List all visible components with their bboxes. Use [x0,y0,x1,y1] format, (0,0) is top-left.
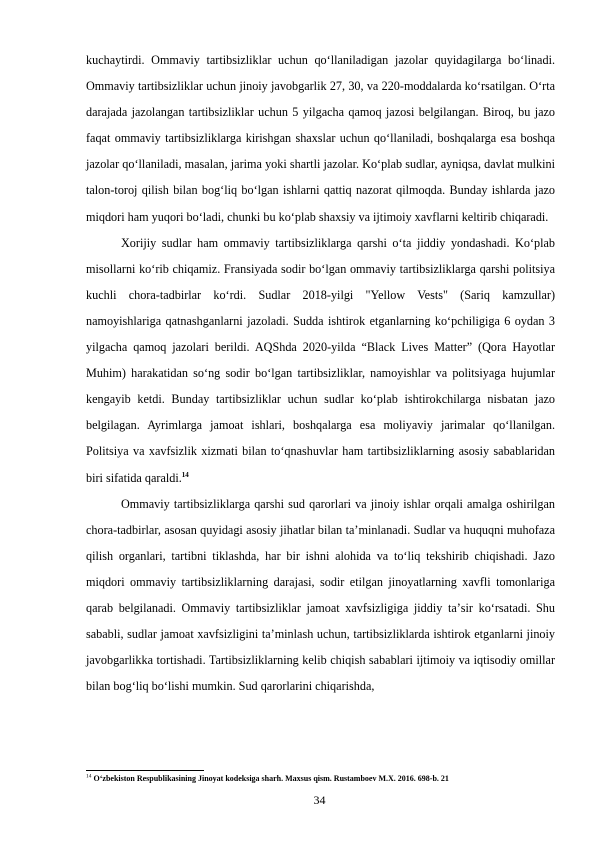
page-number [0,793,595,808]
footnote-reference[interactable]: 14 [181,470,189,479]
footnote-text: Oʻzbekiston Respublikasining Jinoyat kodeksiga sharh. Maxsus qism. Rustamboev M.X. 2016. 698-b. 21 [91,774,449,783]
footnote-separator [86,770,204,771]
page-number-text: 34 [313,793,326,807]
paragraph-3: Ommaviy tartibsizliklarga qarshi sud qarorlari va jinoiy ishlar orqali amalga oshirilgan chora-tadbirlar, asosan quyidagi asosiy jihatlar bilan taʼminlanadi. Sudlar va huquqni muhofaza qilish organlari, tartibni tiklashda, har bir ishni alohida va toʻliq tekshirib chiqishadi. Jazo miqdori ommaviy tartibsizliklarning darajasi, sodir etilgan jinoyatlarning xavfli tomonlariga qarab belgilanadi. Ommaviy tartibsizliklar jamoat xavfsizligiga jiddiy taʼsir koʻrsatadi. Shu sababli, sudlar jamoat xavfsizligini taʼminlash uchun, tartibsizliklarda ishtirok etganlarni jinoiy javobgarlikka tortishadi. Tartibsizliklarning kelib chiqish sabablari ijtimoiy va iqtisodiy omillar bilan bogʻliq boʻlishi mumkin. Sud qarorlarini chiqarishda, [86,496,555,694]
footnote [86,773,555,784]
footnote-number: 14 [86,773,92,780]
paragraph-1: kuchaytirdi. Ommaviy tartibsizliklar uchun qoʻllaniladigan jazolar quyidagilarga boʻlinadi. Ommaviy tartibsizliklar uchun jinoiy javobgarlik 27, 30, va 220-moddalarda koʻrsatilgan. Oʻrta darajada jazolangan tartibsizliklar uchun 5 yilgacha qamoq jazosi belgilangan. Biroq, bu jazo faqat ommaviy tartibsizliklarga kirishgan shaxslar uchun qoʻllaniladi, boshqalarga esa boshqa jazolar qoʻllaniladi, masalan, jarima yoki shartli jazolar. Koʻplab sudlar, ayniqsa, davlat mulkini talon-toroj qilish bilan bogʻliq boʻlgan ishlarni qattiq nazorat qilmoqda. Bunday ishlarda jazo miqdori ham yuqori boʻladi, chunki bu koʻplab shaxsiy va ijtimoiy xavflarni keltirib chiqaradi. [86,53,555,224]
page-body [86,47,555,699]
paragraph-2-text: Xorijiy sudlar ham ommaviy tartibsizliklarga qarshi oʻta jiddiy yondashadi. Koʻplab misollarni koʻrib chiqamiz. Fransiyada sodir boʻlgan ommaviy tartibsizliklarga qarshi politsiya kuchli chora-tadbirlar koʻrdi. Sudlar 2018-yilgi "Yellow Vests" (Sariq kamzullar) namoyishlariga qatnashganlarni jazoladi. Sudda ishtirok etganlarning koʻpchiligiga 6 oydan 3 yilgacha qamoq jazolari berildi. AQShda 2020-yilda “Black Lives Matter” (Qora Hayotlar Muhim) harakatidan soʻng sodir boʻlgan tartibsizliklar, namoyishlar va politsiyaga hujumlar kengayib ketdi. Bunday tartibsizliklar uchun sudlar koʻplab ishtirokchilarga nisbatan jazo belgilagan. Ayrimlarga jamoat ishlari, boshqalarga esa moliyaviy jarimalar qoʻllanilgan. Politsiya va xavfsizlik xizmati bilan toʻqnashuvlar ham tartibsizliklarning asosiy sabablaridan biri sifatida qaraldi. [86,235,555,485]
paragraph-2 [86,230,555,491]
